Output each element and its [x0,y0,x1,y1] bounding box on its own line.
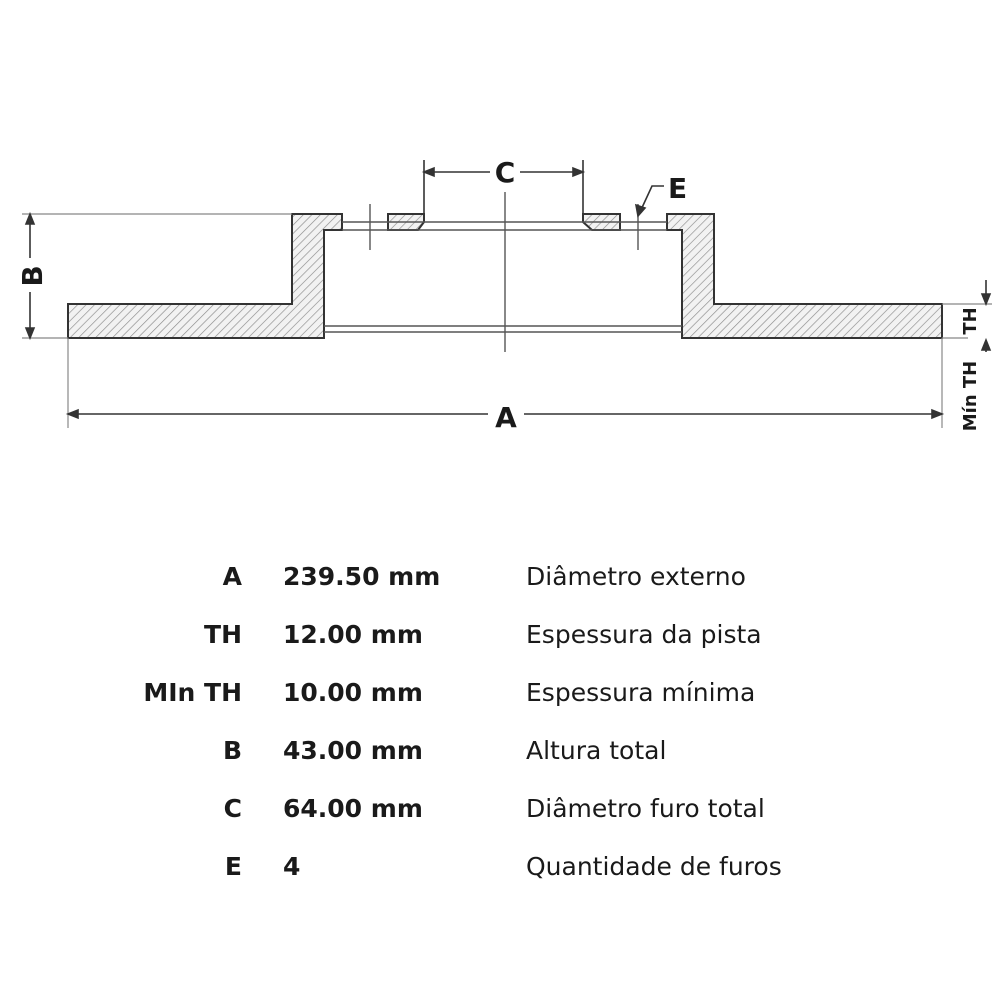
spec-description: Diâmetro externo [526,562,746,591]
spec-code: MIn TH [143,678,242,707]
spec-row-e [0,845,1000,889]
spec-description: Espessura mínima [526,678,756,707]
spec-code: E [224,852,242,881]
spec-code: A [222,562,242,591]
spec-row-b [0,729,1000,773]
spec-code: TH [204,620,242,649]
spec-value: 4 [283,852,301,881]
disc-section-right [667,214,942,338]
spec-description: Altura total [526,736,667,765]
label-min-th: Mín TH [960,360,981,432]
spec-row-th [0,613,1000,657]
label-e: E [668,172,688,205]
disc-section-left [68,214,342,338]
spec-description: Quantidade de furos [526,852,782,881]
hub-inner-lines [324,204,682,332]
spec-code: C [223,794,242,823]
dimension-e-leader [636,186,664,216]
spec-value: 239.50 mm [283,562,441,591]
spec-description: Diâmetro furo total [526,794,765,823]
label-c: C [494,156,516,189]
label-th: TH [960,307,981,335]
spec-row-min-th [0,671,1000,715]
spec-description: Espessura da pista [526,620,762,649]
spec-value: 12.00 mm [283,620,423,649]
spec-value: 10.00 mm [283,678,423,707]
label-a: A [495,401,517,434]
spec-value: 43.00 mm [283,736,423,765]
spec-code: B [222,736,242,765]
spec-value: 64.00 mm [283,794,423,823]
brake-disc-cross-section-diagram [0,0,1000,470]
spec-row-c [0,787,1000,831]
label-b: B [16,265,49,287]
spec-row-a [0,555,1000,599]
